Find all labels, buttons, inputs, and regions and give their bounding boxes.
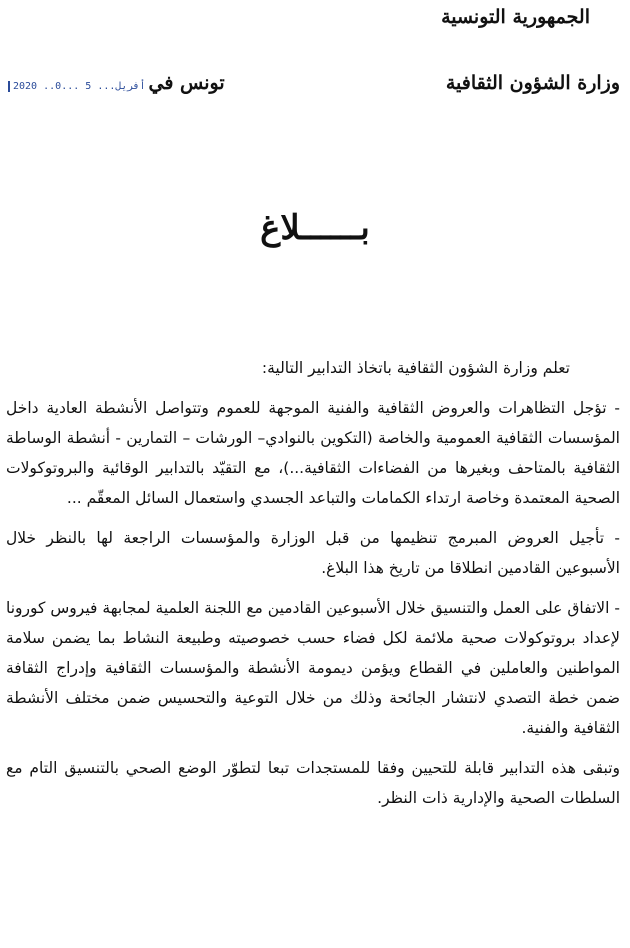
letterhead — [441, 6, 620, 94]
page-title: بــــــلاغ — [260, 208, 370, 248]
ministry-name: وزارة الشؤون الثقافية — [445, 72, 620, 94]
paragraph-health-protocols: - الاتفاق على العمل والتنسيق خلال الأسبوعين القادمين مع اللجنة العلمية لمجابهة فيروس كورونا لإعداد بروتوكولات صحية ملائمة لكل فضاء حسب خصوصيته وطبيعة النشاط بما يضمن سلامة المواطنين والعاملين في القطاع ويؤمن ديمومة الأنشطة والمؤسسات الثقافية وإدراج الثقافة ضمن خطة التصدي لانتشار الجائحة وذلك من خلال التوعية والتحسيس ضمن مختلف الأنشطة الثقافية والفنية. — [6, 599, 620, 737]
paragraph-postpone-events: - تؤجل التظاهرات والعروض الثقافية والفنية الموجهة للعموم وتتواصل الأنشطة العادية داخل المؤسسات الثقافية العمومية والخاصة (التكوين بالنوادي– الورشات – التمارين - أنشطة الوساطة الثقافية بالمتاحف وبغيرها من الفضاءات الثقافية...)، مع التقيّد بالتدابير الوقائية والبروتوكولات الصحية المعتمدة وخاصة ارتداء الكمامات والتباعد الجسدي واستعمال السائل المعقّم ... — [6, 399, 620, 507]
paragraph-closing: وتبقى هذه التدابير قابلة للتحيين وفقا للمستجدات تبعا لتطوّر الوضع الصحي بالتنسيق التام مع السلطات الصحية والإدارية ذات النظر. — [6, 759, 620, 807]
communique-body — [6, 353, 620, 823]
date-label: تونس في — [148, 72, 225, 94]
intro-paragraph: تعلم وزارة الشؤون الثقافية باتخاذ التدابير التالية: — [261, 359, 570, 377]
paragraph-postpone-shows: - تأجيل العروض المبرمج تنظيمها من قبل الوزارة والمؤسسات الراجعة لها بالنظر خلال الأسبوعين القادمين انطلاقا من تاريخ هذا البلاغ. — [6, 529, 620, 577]
date-line — [8, 72, 225, 94]
republic-name: الجمهورية التونسية — [441, 6, 590, 28]
date-stamp: 2020 ..أفريل... 5 ...0 — [8, 81, 146, 92]
